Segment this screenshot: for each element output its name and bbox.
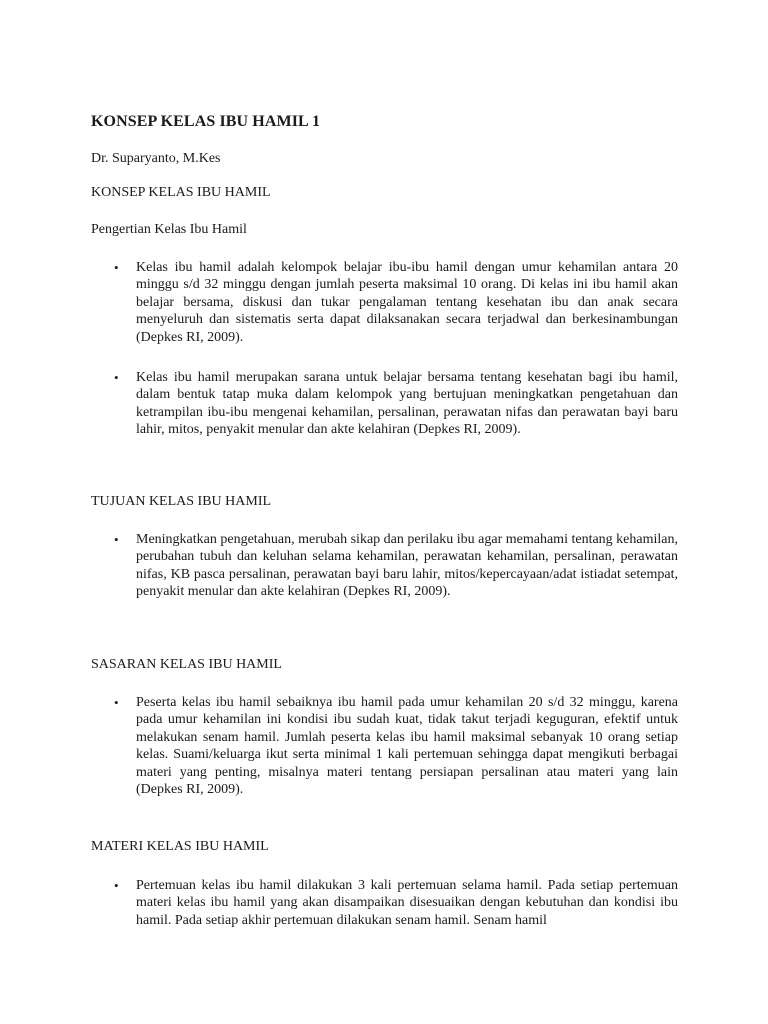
list-item-text: Meningkatkan pengetahuan, merubah sikap dan perilaku ibu agar memahami tentang kehamilan, perubahan tubuh dan keluhan selama kehamilan, perawatan kehamilan, persalinan, perawatan nifas, KB pasca persalinan, perawatan bayi baru lahir, mitos/kepercayaan/adat istiadat setempat, penyakit menular dan akte kelahiran (Depkes RI, 2009). — [136, 532, 678, 600]
list-item — [91, 259, 678, 346]
list-item-text: Kelas ibu hamil merupakan sarana untuk belajar bersama tentang kesehatan bagi ibu hamil, dalam bentuk tatap muka dalam kelompok yang bertujuan meningkatkan pengetahuan dan ketrampilan ibu-ibu mengenai kehamilan, persalinan, perawatan nifas dan perawatan bayi baru lahir, mitos, penyakit menular dan akte kelahiran (Depkes RI, 2009). — [136, 370, 678, 438]
section-heading-materi: MATERI KELAS IBU HAMIL — [91, 839, 269, 854]
bullet-icon: • — [114, 260, 119, 275]
section-heading-konsep: KONSEP KELAS IBU HAMIL — [91, 185, 271, 200]
bullet-icon: • — [114, 695, 119, 710]
list-item-text: Kelas ibu hamil adalah kelompok belajar ibu-ibu hamil dengan umur kehamilan antara 20 minggu s/d 32 minggu dengan jumlah peserta maksimal 10 orang. Di kelas ini ibu hamil akan belajar bersama, diskusi dan tukar pengalaman tentang kesehatan ibu dan anak secara menyeluruh dan sistematis serta dapat dilaksanakan secara terjadwal dan berkesinambungan (Depkes RI, 2009). — [136, 260, 678, 345]
document-title: KONSEP KELAS IBU HAMIL 1 — [91, 113, 321, 130]
list-item — [91, 531, 678, 601]
section-heading-tujuan: TUJUAN KELAS IBU HAMIL — [91, 494, 272, 509]
list-item-text: Pertemuan kelas ibu hamil dilakukan 3 kali pertemuan selama hamil. Pada setiap pertemuan materi kelas ibu hamil yang akan disampaikan disesuaikan dengan kebutuhan dan kondisi ibu hamil. Pada setiap akhir pertemuan dilakukan senam hamil. Senam hamil — [136, 878, 678, 928]
list-item — [91, 694, 678, 798]
list-item — [91, 369, 678, 439]
list-item — [91, 877, 678, 929]
author-name: Dr. Suparyanto, M.Kes — [91, 151, 221, 166]
bullet-icon: • — [114, 532, 119, 547]
section-heading-sasaran: SASARAN KELAS IBU HAMIL — [91, 657, 282, 672]
section-subheading-pengertian: Pengertian Kelas Ibu Hamil — [91, 222, 247, 237]
list-item-text: Peserta kelas ibu hamil sebaiknya ibu hamil pada umur kehamilan 20 s/d 32 minggu, karena pada umur kehamilan ini kondisi ibu sudah kuat, tidak takut terjadi keguguran, efektif untuk melakukan senam hamil. Jumlah peserta kelas ibu hamil maksimal sebanyak 10 orang setiap kelas. Suami/keluarga ikut serta minimal 1 kali pertemuan sehingga dapat mengikuti berbagai materi yang penting, misalnya materi tentang persiapan persalinan atau materi yang lain (Depkes RI, 2009). — [136, 695, 678, 798]
bullet-icon: • — [114, 878, 119, 893]
bullet-icon: • — [114, 370, 119, 385]
